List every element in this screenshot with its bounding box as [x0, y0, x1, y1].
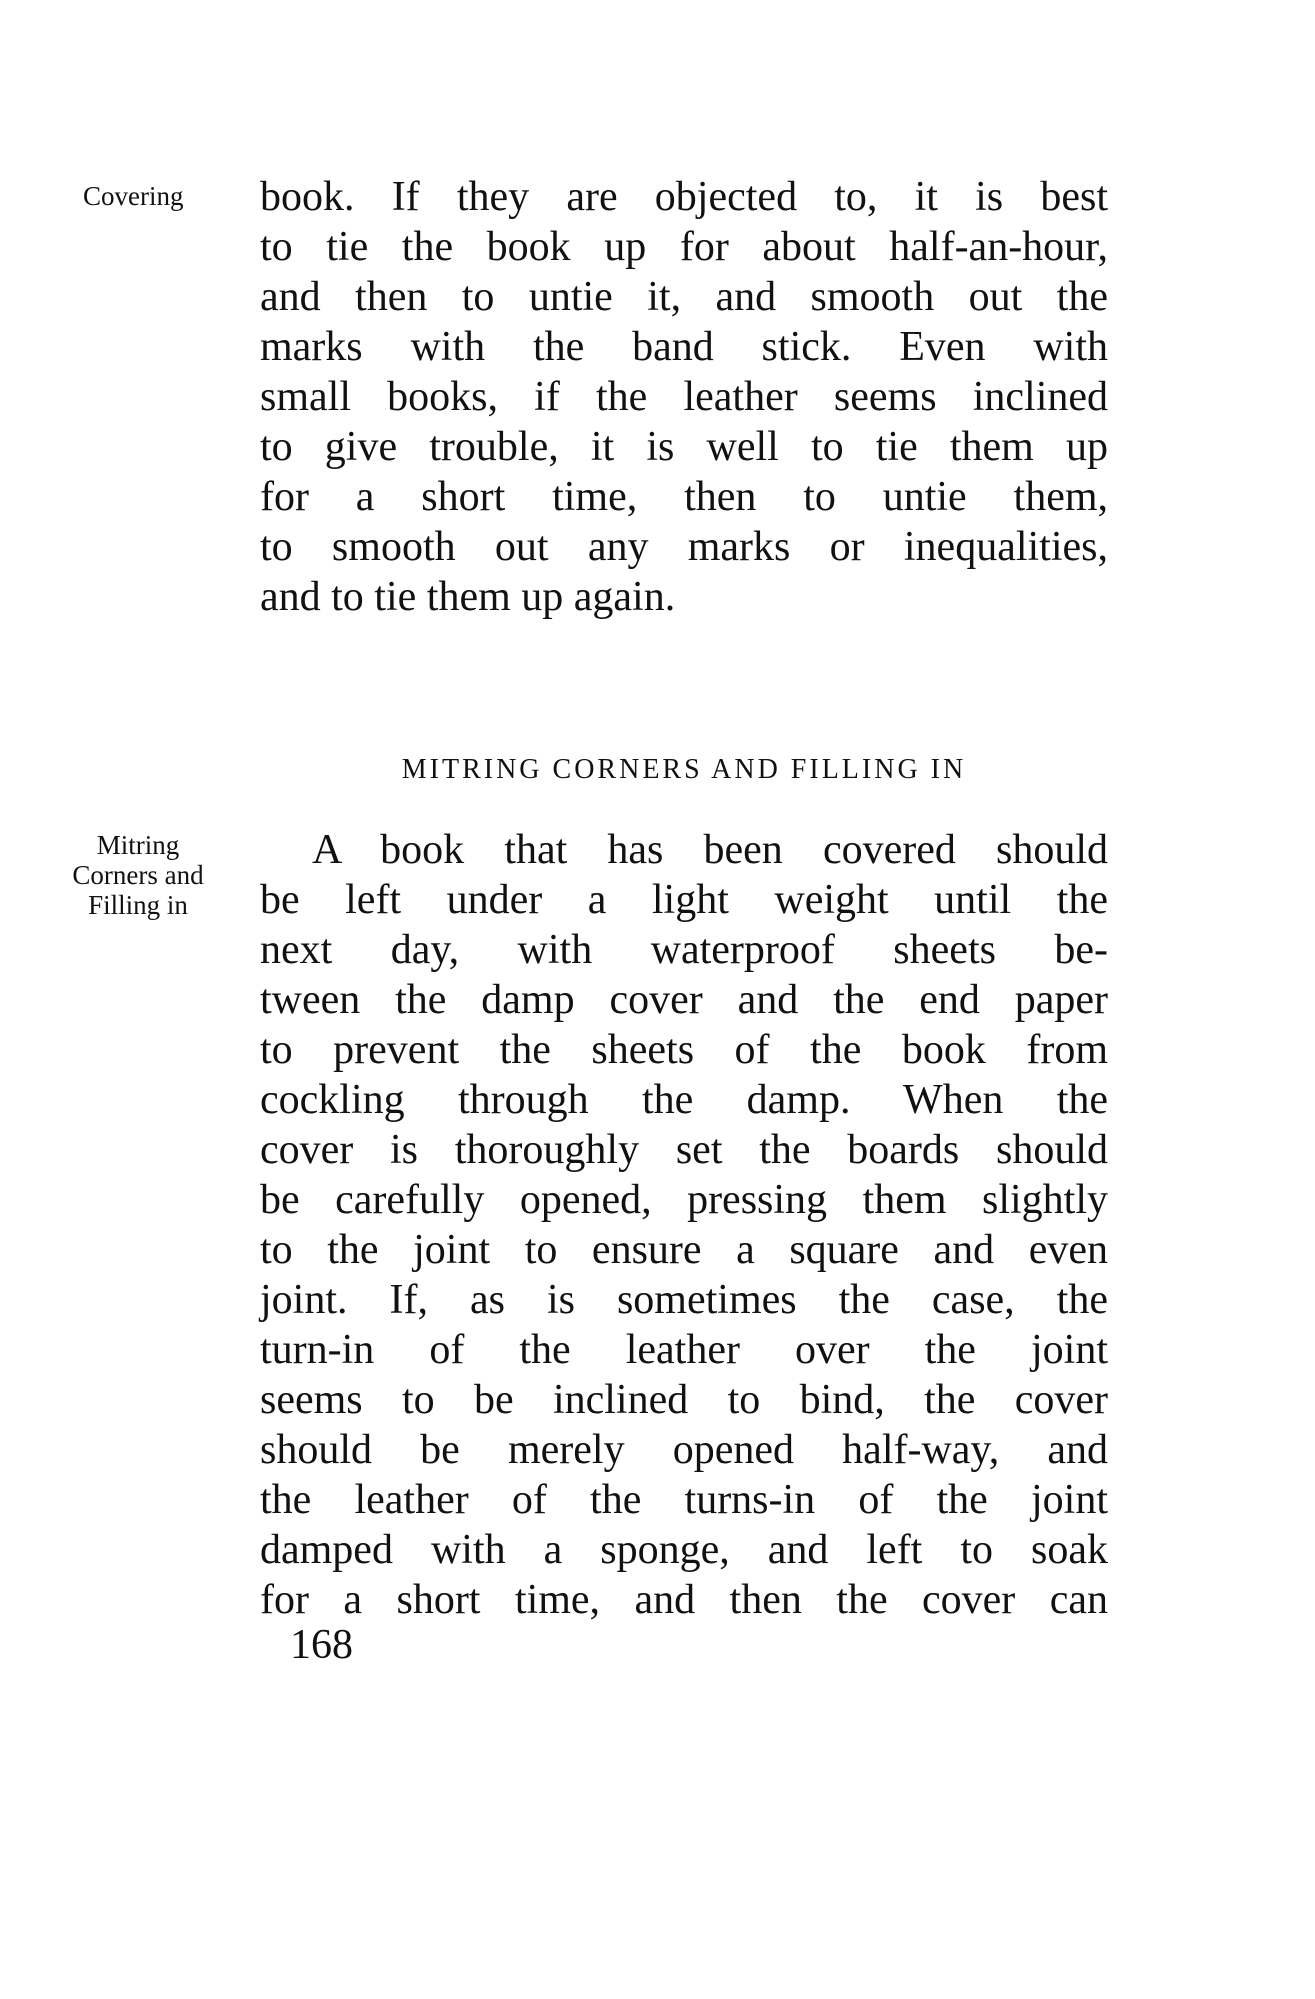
section-heading: MITRING CORNERS AND FILLING IN	[401, 754, 967, 785]
sidenote-line: Mitring	[96, 830, 180, 860]
text-line: to smooth out any marks or inequalities,	[260, 524, 1108, 570]
sidenote-line: Filling in	[88, 890, 188, 920]
text-line: cockling through the damp. When the	[260, 1077, 1108, 1123]
text-line: tween the damp cover and the end paper	[260, 977, 1108, 1023]
text-line: for a short time, and then the cover can	[260, 1577, 1108, 1623]
text-line: A book that has been covered should	[312, 827, 1108, 873]
text-line: to give trouble, it is well to tie them up	[260, 424, 1108, 470]
text-line: next day, with waterproof sheets be-	[260, 927, 1108, 973]
text-line: book. If they are objected to, it is best	[260, 174, 1108, 220]
paragraph-covering	[260, 172, 1108, 622]
text-line: to prevent the sheets of the book from	[260, 1027, 1108, 1073]
text-line: turn-in of the leather over the joint	[260, 1327, 1108, 1373]
text-line: marks with the band stick. Even with	[260, 324, 1108, 370]
text-line: be carefully opened, pressing them slightly	[260, 1177, 1108, 1223]
text-line: and to tie them up again.	[260, 574, 676, 620]
text-line: the leather of the turns-in of the joint	[260, 1477, 1108, 1523]
text-line: should be merely opened half-way, and	[260, 1427, 1108, 1473]
text-line: for a short time, then to untie them,	[260, 474, 1108, 520]
text-line: damped with a sponge, and left to soak	[260, 1527, 1108, 1573]
text-line: and then to untie it, and smooth out the	[260, 274, 1108, 320]
text-line: seems to be inclined to bind, the cover	[260, 1377, 1108, 1423]
text-line: be left under a light weight until the	[260, 877, 1108, 923]
sidenote-mitring	[48, 830, 228, 920]
paragraph-mitring	[260, 825, 1108, 1625]
page-number: 168	[290, 1622, 353, 1668]
text-line: to tie the book up for about half-an-hour,	[260, 224, 1108, 270]
text-line: to the joint to ensure a square and even	[260, 1227, 1108, 1273]
text-line: cover is thoroughly set the boards should	[260, 1127, 1108, 1173]
text-line: small books, if the leather seems inclined	[260, 374, 1108, 420]
text-line: joint. If, as is sometimes the case, the	[260, 1277, 1108, 1323]
sidenote-covering: Covering	[83, 181, 184, 211]
sidenote-line: Corners and	[72, 860, 204, 890]
